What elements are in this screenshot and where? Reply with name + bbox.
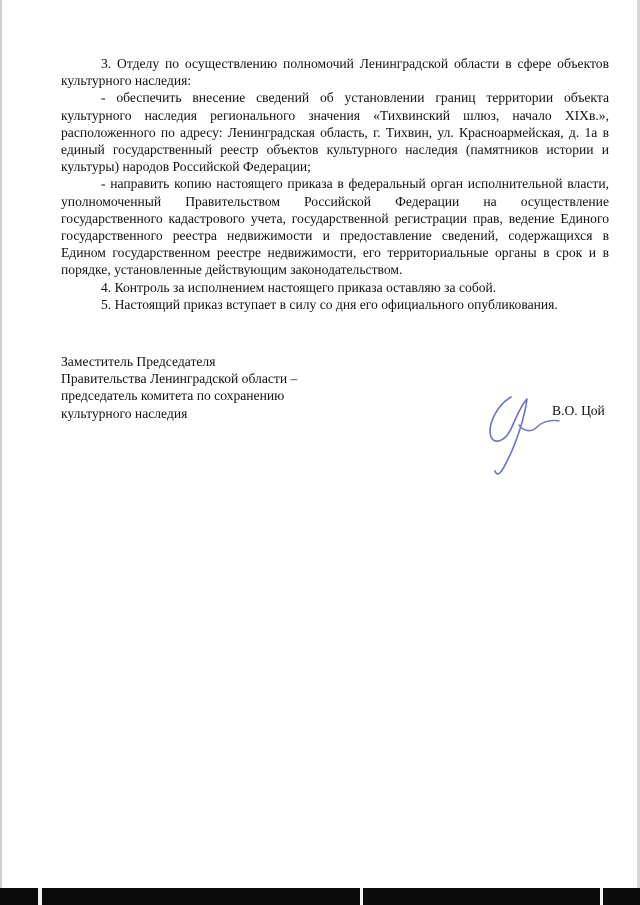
signatory-title-line: культурного наследия xyxy=(61,405,188,421)
scan-bottom-gap xyxy=(600,888,603,905)
handwritten-signature xyxy=(475,385,565,480)
paragraph-item-4: 4. Контроль за исполнением настоящего приказа оставляю за собой. xyxy=(101,279,497,295)
paragraph-item-3-bullet-2: - направить копию настоящего приказа в федеральный орган исполнительной власти, уполномоченный Правительством Российской Федерации на осуществление государственного кадастрового учета, государственной регистрации прав, ведение Единого государственного реестра недвижимости и предоставление сведений, содержащихся в Едином государственном реестре недвижимости, его территориальные органы в срок и в порядке, установленные действующим законодательством. xyxy=(61,176,609,278)
scan-bottom-gap xyxy=(38,888,42,905)
signatory-title xyxy=(61,353,361,422)
scan-bottom-gap xyxy=(360,888,363,905)
scan-bottom-strip xyxy=(0,888,640,905)
paragraph-item-5: 5. Настоящий приказ вступает в силу со дня его официального опубликования. xyxy=(101,296,558,312)
paragraph-item-3: 3. Отделу по осуществлению полномочий Ленинградской области в сфере объектов культурного наследия: xyxy=(61,56,609,89)
signatory-title-line: Заместитель Председателя xyxy=(61,354,216,369)
paragraph-item-3-bullet-1: - обеспечить внесение сведений об установлении границ территории объекта культурного наследия регионального значения «Тихвинский шлюз, начало XIXв.», расположенного по адресу: Ленинградская область, г. Тихвин, ул. Красноармейская, д. 1а в единый государственный реестр объектов культурного наследия (памятников истории и культуры) народов Российской Федерации; xyxy=(61,90,609,175)
document-body xyxy=(61,55,609,313)
scan-left-edge xyxy=(0,0,2,905)
signatory-name: В.О. Цой xyxy=(552,403,605,418)
signatory-title-line: Правительства Ленинградской области – xyxy=(61,371,298,387)
signatory-title-line: председатель комитета по сохранению xyxy=(61,388,285,404)
